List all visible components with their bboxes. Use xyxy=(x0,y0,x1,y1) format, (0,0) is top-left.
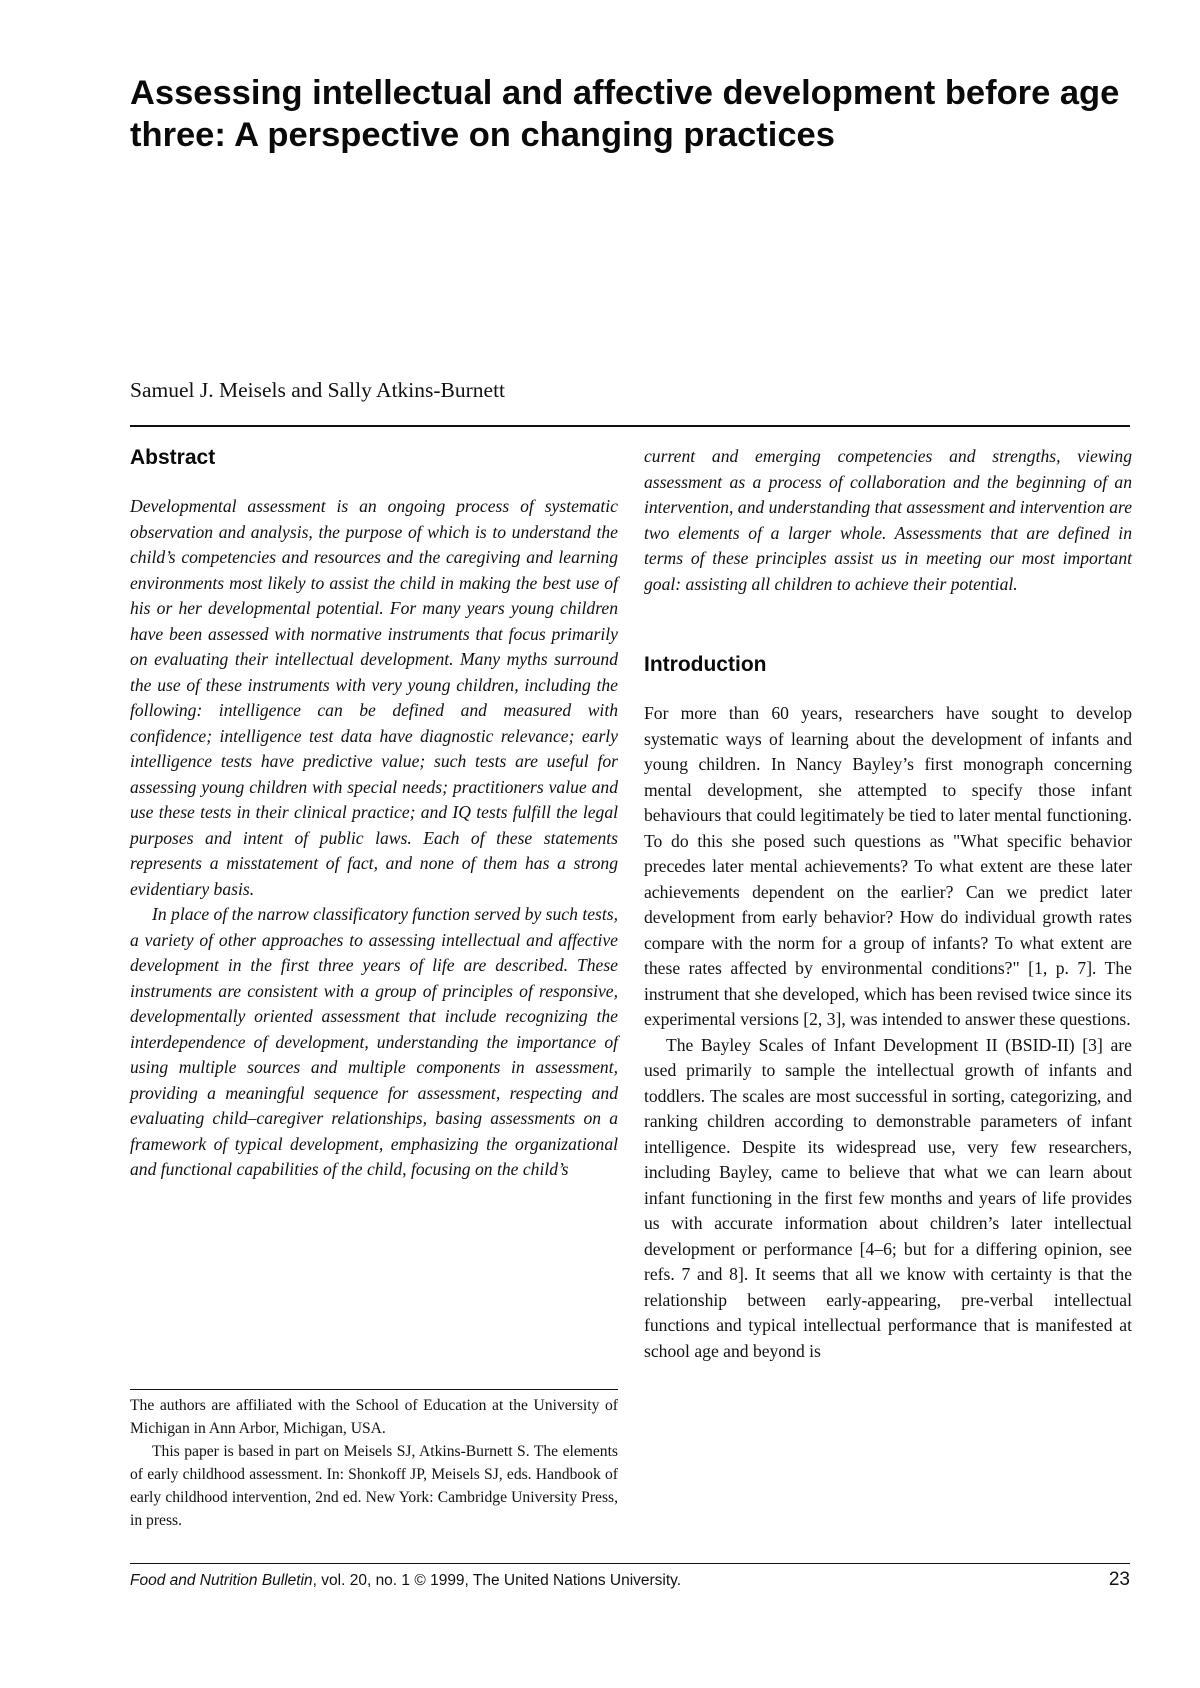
left-column xyxy=(130,444,618,1183)
introduction-paragraph-2: The Bayley Scales of Infant Development II (BSID-II) [3] are used primarily to sample the intellectual growth of infants and toddlers. The scales are most successful in sorting, categorizing, and ranking children according to demonstrable parameters of infant intelligence. Despite its widespread use, very few researchers, including Bayley, came to believe that what we can learn about infant functioning in the first few months and years of life provides us with accurate information about children’s later intellectual development or performance [4–6; but for a differing opinion, see refs. 7 and 8]. It seems that all we know with certainty is that the relationship between early-appearing, pre-verbal intellectual functions and typical intellectual performance that is manifested at school age and beyond is xyxy=(644,1034,1132,1361)
footer-divider xyxy=(130,1563,1130,1564)
journal-citation xyxy=(130,1570,681,1592)
right-column xyxy=(644,444,1132,1364)
abstract-paragraph-2-continued: current and emerging competencies and strengths, viewing assessment as a process of collaboration and the beginning of an intervention, and understanding that assessment and intervention are two elements of a larger whole. Assessments that are defined in terms of these principles assist us in meeting our most important goal: assisting all children to achieve their potential. xyxy=(644,446,1133,594)
abstract-paragraph-2: In place of the narrow classificatory function served by such tests, a variety of other approaches to assessing intellectual and affective development in the first three years of life are described. These instruments are consistent with a group of principles of responsive, developmentally oriented assessment that include recognizing the interdependence of development, understanding the importance of using multiple sources and multiple components in assessment, providing a meaningful sequence for assessment, respecting and evaluating child–caregiver relationships, basing assessments on a framework of typical development, emphasizing the organizational and functional capabilities of the child, focusing on the child’s xyxy=(130,904,618,1179)
footnote xyxy=(130,1394,618,1532)
paper-title: Assessing intellectual and affective development before age three: A perspective on changing practices xyxy=(130,74,1120,154)
abstract-heading: Abstract xyxy=(130,446,216,469)
footnote-divider xyxy=(130,1389,618,1390)
introduction-paragraph-1: For more than 60 years, researchers have sought to develop systematic ways of learning about the development of infants and young children. In Nancy Bayley’s first monograph concerning mental development, she attempted to specify those infant behaviours that could legitimately be tied to later mental functioning. To do this she posed such questions as "What specific behavior precedes later mental achievements? To what extent are these later achievements dependent on the earlier? Can we predict later development from early behavior? How do individual growth rates compare with the norm for a group of infants? To what extent are these rates affected by environmental conditions?" [1, p. 7]. The instrument that she developed, which has been revised twice since its experimental versions [2, 3], was intended to answer these questions. xyxy=(644,703,1132,1029)
journal-name: Food and Nutrition Bulletin xyxy=(130,1572,313,1589)
footnote-source: This paper is based in part on Meisels SJ, Atkins-Burnett S. The elements of early childhood assessment. In: Shonkoff JP, Meisels SJ, eds. Handbook of early childhood intervention, 2nd ed. New York: Cambridge University Press, in press. xyxy=(130,1443,618,1529)
abstract-paragraph-1: Developmental assessment is an ongoing process of systematic observation and analysis, the purpose of which is to understand the child’s competencies and resources and the caregiving and learning environments most likely to assist the child in making the best use of his or her developmental potential. For many years young children have been assessed with normative instruments that focus primarily on evaluating their intellectual development. Many myths surround the use of these instruments with very young children, including the following: intelligence can be defined and measured with confidence; intelligence test data have diagnostic relevance; early intelligence tests have predictive value; such tests are useful for assessing young children with special needs; practitioners value and use these tests in their clinical practice; and IQ tests fulfill the legal purposes and intent of public laws. Each of these statements represents a misstatement of fact, and none of them has a strong evidentiary basis. xyxy=(130,496,618,899)
authors-line: Samuel J. Meisels and Sally Atkins-Burnett xyxy=(130,378,506,402)
introduction-heading: Introduction xyxy=(644,653,767,676)
page-number: 23 xyxy=(1108,1569,1130,1590)
header-divider xyxy=(130,425,1130,427)
footnote-affiliation: The authors are affiliated with the School of Education at the University of Michigan in Ann Arbor, Michigan, USA. xyxy=(130,1397,618,1437)
journal-details: , vol. 20, no. 1 © 1999, The United Nations University. xyxy=(312,1572,682,1589)
